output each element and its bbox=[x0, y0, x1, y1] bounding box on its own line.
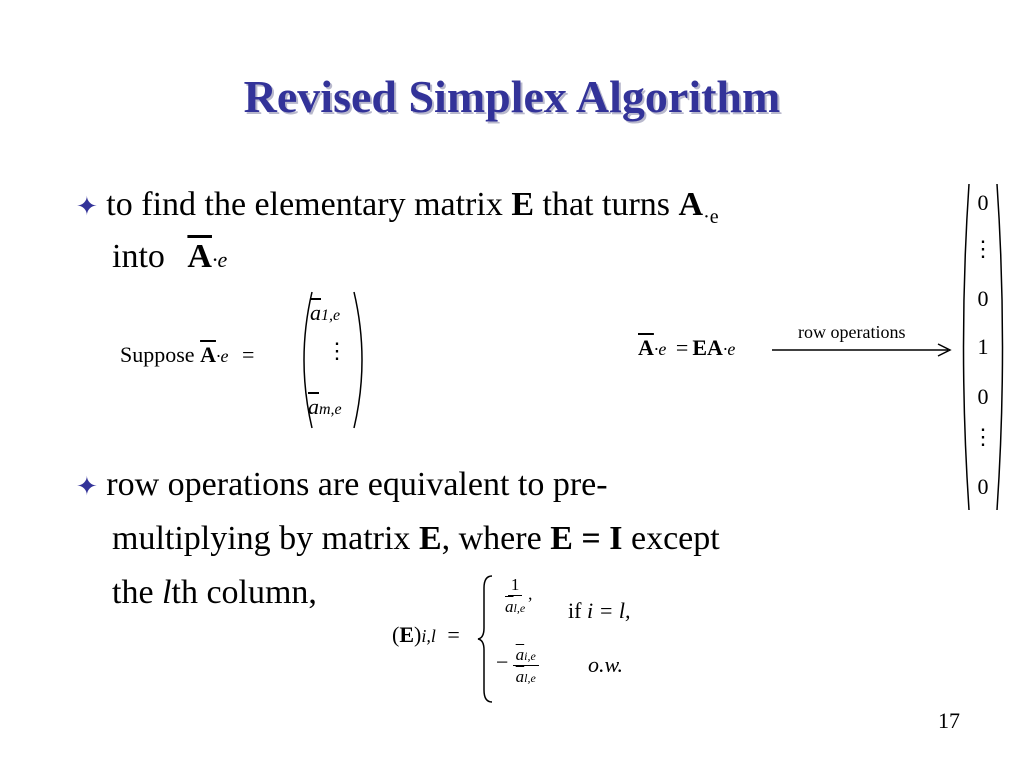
vector-entry: 0 bbox=[977, 190, 989, 215]
case-2-num: $\overline{a}$ bbox=[515, 645, 525, 664]
case-2-minus: − bbox=[496, 649, 509, 675]
row-ops-lhs-sub: ·e bbox=[653, 339, 667, 359]
suppose-bot-sub: m,e bbox=[319, 401, 342, 418]
case-2-den-sub: l,e bbox=[524, 671, 536, 685]
case-2-den: $\overline{a}$ bbox=[515, 667, 525, 686]
bullet-2-line2 bbox=[112, 512, 720, 566]
row-ops-equation bbox=[638, 335, 735, 361]
bullet-1-into: into bbox=[112, 238, 165, 275]
bullet-2-the: the bbox=[112, 574, 163, 611]
row-ops-EA-sub: ·e bbox=[722, 339, 736, 359]
row-ops-lhs: $\overline{A}$ bbox=[638, 335, 654, 360]
vector-entry: 0 bbox=[977, 474, 989, 499]
suppose-dots: ⋮ bbox=[326, 338, 348, 363]
column-vector bbox=[970, 190, 996, 514]
suppose-top-sub: 1,e bbox=[321, 307, 341, 324]
bullet-2 bbox=[76, 458, 608, 514]
bullet-2-line3 bbox=[112, 566, 317, 620]
bullet-1-text-a: to find the elementary matrix bbox=[106, 186, 512, 223]
suppose-equation bbox=[120, 342, 254, 368]
vector-entry: 1 bbox=[977, 334, 989, 359]
vector-entry: 0 bbox=[977, 384, 989, 409]
bullet-2-EI: E = I bbox=[550, 520, 623, 557]
case-1-num: 1 bbox=[508, 576, 523, 596]
bullet-2-l: l bbox=[162, 574, 172, 611]
case-1-condition bbox=[568, 598, 631, 624]
four-point-star-icon: ✦ bbox=[76, 472, 98, 501]
bullet-2-text-a: multiplying by matrix bbox=[112, 520, 419, 557]
row-ops-label: row operations bbox=[798, 322, 906, 342]
case-1-if: if bbox=[568, 598, 587, 623]
bullet-2-column: th column, bbox=[171, 574, 317, 611]
case-2-num-sub: i,e bbox=[524, 649, 536, 663]
case-1-fraction: $\frac{1}{\overline{a}l,e}$ , bbox=[505, 575, 533, 616]
bullet-2-where: , where bbox=[441, 520, 551, 557]
case-1-expr: i = l, bbox=[586, 598, 631, 623]
suppose-right-paren bbox=[350, 290, 374, 430]
bullet-1-line2 bbox=[112, 230, 227, 287]
cases-lhs: (E)i,l = bbox=[392, 622, 460, 647]
cases-lhs-sub: i,l bbox=[421, 626, 436, 646]
page-number: 17 bbox=[938, 708, 960, 733]
vector-right-paren bbox=[994, 182, 1010, 512]
bullet-2-line1: row operations are equivalent to pre- bbox=[106, 466, 608, 503]
suppose-bottom-entry bbox=[308, 394, 342, 420]
case-1-den-sub: l,e bbox=[513, 601, 526, 615]
slide-title: Revised Simplex Algorithm bbox=[243, 71, 781, 122]
case-2-condition: o.w. bbox=[588, 652, 624, 677]
row-ops-EA: EA bbox=[692, 335, 723, 360]
vector-entry: 0 bbox=[977, 286, 989, 311]
bullet-1-A: A bbox=[678, 186, 704, 223]
suppose-A: $\overline{A}$ bbox=[200, 342, 216, 367]
suppose-top-entry bbox=[310, 300, 340, 326]
suppose-eq: = bbox=[241, 342, 255, 367]
suppose-label: Suppose bbox=[120, 342, 201, 367]
bullet-2-E: E bbox=[418, 520, 442, 557]
cases-left-brace bbox=[476, 574, 496, 704]
cases-E: E bbox=[399, 622, 415, 647]
bullet-1-Abar-sub: ·e bbox=[211, 247, 228, 272]
vector-entry: ⋮ bbox=[972, 236, 994, 261]
cases-eq: = bbox=[447, 622, 460, 647]
suppose-bot-a: $\overline{a}$ bbox=[308, 394, 319, 419]
four-point-star-icon: ✦ bbox=[76, 192, 98, 221]
suppose-top-a: $\overline{a}$ bbox=[310, 300, 321, 325]
case-1-den: $\overline{a}$ bbox=[505, 597, 514, 616]
row-ops-eq: = bbox=[675, 335, 689, 360]
case-2-fraction bbox=[496, 646, 539, 685]
bullet-1-A-sub: ·e bbox=[703, 205, 719, 228]
bullet-1-Abar: $\overline{A}$ bbox=[187, 238, 212, 275]
bullet-1-E: E bbox=[511, 186, 535, 223]
suppose-A-sub: ·e bbox=[215, 346, 229, 366]
bullet-1-text-b: that turns bbox=[534, 186, 679, 223]
vector-entry: ⋮ bbox=[972, 424, 994, 449]
bullet-2-except: except bbox=[622, 520, 720, 557]
right-arrow-icon bbox=[770, 340, 954, 360]
